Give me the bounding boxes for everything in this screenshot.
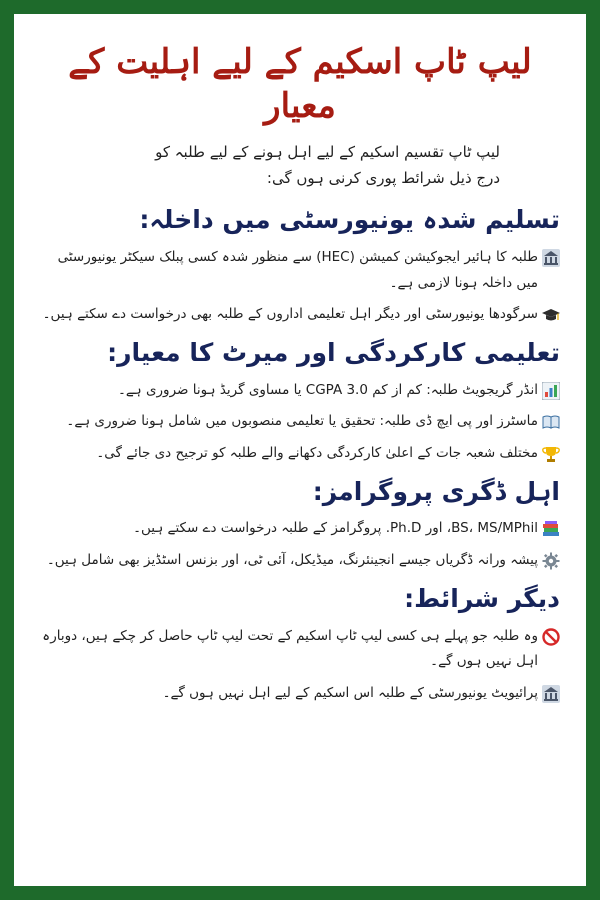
list-item-text: انڈر گریجویٹ طلبہ: کم از کم CGPA 3.0 یا مساوی گریڈ ہونا ضروری ہے۔ bbox=[117, 381, 538, 398]
list-item-text: ماسٹرز اور پی ایچ ڈی طلبہ: تحقیق یا تعلیمی منصوبوں میں شامل ہونا ضروری ہے۔ bbox=[66, 413, 538, 430]
list-item bbox=[40, 245, 560, 296]
list-item bbox=[40, 681, 560, 707]
list-item bbox=[40, 302, 560, 328]
page-title: لیپ ٹاپ اسکیم کے لیے اہلیت کے معیار bbox=[68, 42, 532, 127]
list-item bbox=[40, 624, 560, 675]
section-other-conditions bbox=[40, 582, 560, 707]
section-heading: تعلیمی کارکردگی اور میرٹ کا معیار: bbox=[107, 338, 560, 368]
section-degree-programs bbox=[40, 475, 560, 574]
graduation-cap-icon bbox=[542, 306, 560, 324]
list-item bbox=[40, 378, 560, 404]
eligibility-card bbox=[14, 14, 586, 886]
section-heading: تسلیم شدہ یونیورسٹی میں داخلہ: bbox=[139, 205, 560, 235]
intro-text: لیپ ٹاپ تقسیم اسکیم کے لیے اہل ہونے کے لیے طلبہ کو درج ذیل شرائط پوری کرنی ہوں گی: bbox=[155, 143, 500, 187]
list-item-text: پرائیویٹ یونیورسٹی کے طلبہ اس اسکیم کے لیے اہل نہیں ہوں گے۔ bbox=[162, 684, 538, 701]
gear-icon bbox=[542, 552, 560, 570]
books-icon bbox=[542, 520, 560, 538]
list-item-text: سرگودھا یونیورسٹی اور دیگر اہل تعلیمی اداروں کے طلبہ بھی درخواست دے سکتے ہیں۔ bbox=[42, 306, 538, 323]
list-item-text: طلبہ کا ہائیر ایجوکیشن کمیشن (HEC) سے منظور شدہ کسی پبلک سیکٹر یونیورسٹی میں داخلہ ہونا لازمی ہے۔ bbox=[57, 249, 538, 291]
list-item-text: پیشہ ورانہ ڈگریاں جیسے انجینئرنگ، میڈیکل، آئی ٹی، اور بزنس اسٹڈیز بھی شامل ہیں۔ bbox=[46, 552, 538, 569]
bar-chart-icon bbox=[542, 382, 560, 400]
institution-icon bbox=[542, 249, 560, 267]
section-academic-merit bbox=[40, 336, 560, 467]
section-heading: دیگر شرائط: bbox=[404, 583, 560, 613]
list-item bbox=[40, 548, 560, 574]
section-admission bbox=[40, 203, 560, 328]
list-item bbox=[40, 441, 560, 467]
list-item bbox=[40, 409, 560, 435]
list-item bbox=[40, 516, 560, 542]
institution-icon bbox=[542, 685, 560, 703]
list-item-text: مختلف شعبہ جات کے اعلیٰ کارکردگی دکھانے والے طلبہ کو ترجیح دی جائے گی۔ bbox=[96, 445, 538, 462]
open-book-icon bbox=[542, 413, 560, 431]
list-item-text: BS، MS/MPhil، اور Ph.D. پروگرامز کے طلبہ درخواست دے سکتے ہیں۔ bbox=[133, 520, 538, 537]
section-heading: اہل ڈگری پروگرامز: bbox=[312, 476, 560, 506]
trophy-icon bbox=[542, 445, 560, 463]
prohibited-icon bbox=[542, 628, 560, 646]
list-item-text: وہ طلبہ جو پہلے ہی کسی لیپ ٹاپ اسکیم کے تحت لیپ ٹاپ حاصل کر چکے ہیں، دوبارہ اہل نہیں ہوں گے۔ bbox=[42, 627, 538, 670]
